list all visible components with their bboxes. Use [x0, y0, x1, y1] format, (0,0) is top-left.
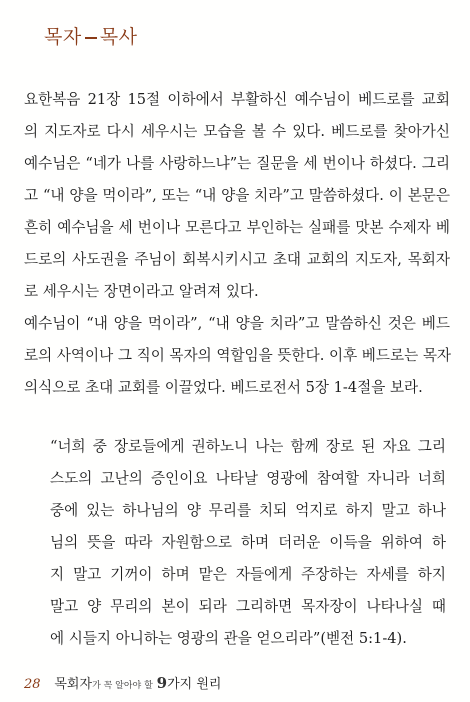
body-line: 고 “내 양을 먹이라”, 또는 “내 양을 치라”고 말씀하셨다. 이 본문은	[24, 187, 450, 204]
body-line: 요한복음 21장 15절 이하에서 부활하신 예수님이 베드로를 교회	[24, 91, 450, 108]
body-line: 예수님이 “내 양을 먹이라”, “내 양을 치라”고 말씀하신 것은 베드	[24, 315, 450, 332]
quote-line: 지 말고 기꺼이 하며 맡은 자들에게 주장하는 자세를 하지	[50, 566, 446, 583]
book-title-part2: 가 꼭 알아야 할	[92, 681, 153, 691]
quote-line: 님의 뜻을 따라 자원함으로 하며 더러운 이득을 위하여 하	[50, 534, 446, 551]
quote-line: 중에 있는 하나님의 양 무리를 치되 억지로 하지 말고 하나	[50, 502, 446, 519]
quote-line: “너희 중 장로들에게 권하노니 나는 함께 장로 된 자요 그리	[50, 438, 446, 455]
book-title-part4: 가지 원리	[167, 677, 222, 692]
quote-line: 말고 양 무리의 본이 되라 그리하면 목자장이 나타나실 때	[50, 598, 446, 615]
body-line: 로 세우시는 장면이라고 알려져 있다.	[24, 283, 259, 300]
body-line: 로의 사역이나 그 직이 목자의 역할임을 뜻한다. 이후 베드로는 목자	[24, 347, 452, 364]
body-paragraphs	[24, 84, 450, 404]
quote-line: 에 시들지 아니하는 영광의 관을 얻으리라”(벧전 5:1-4).	[50, 630, 407, 647]
quote-line: 스도의 고난의 증인이요 나타날 영광에 참여할 자니라 너희	[50, 470, 446, 487]
page-number: 28	[24, 677, 41, 692]
body-line: 드로의 사도권을 주님이 회복시키시고 초대 교회의 지도자, 목회자	[24, 251, 450, 268]
section-title-left: 목자	[44, 26, 82, 48]
body-line: 의 지도자로 다시 세우시는 모습을 볼 수 있다. 베드로를 찾아가신	[24, 123, 450, 140]
body-line: 흔히 예수님을 세 번이나 모른다고 부인하는 실패를 맛본 수제자 베	[24, 219, 450, 236]
section-title-right: 목사	[99, 26, 138, 48]
body-line: 의식으로 초대 교회를 이끌었다. 베드로전서 5장 1-4절을 보라.	[24, 379, 423, 396]
book-title-part1: 목회자	[54, 677, 93, 692]
page-footer	[24, 673, 221, 692]
book-title-number: 9	[156, 674, 168, 692]
section-title	[44, 22, 137, 49]
title-dash	[85, 37, 97, 39]
scripture-quote	[50, 431, 446, 655]
body-line: 예수님은 “네가 나를 사랑하느냐”는 질문을 세 번이나 하셨다. 그리	[24, 155, 450, 172]
